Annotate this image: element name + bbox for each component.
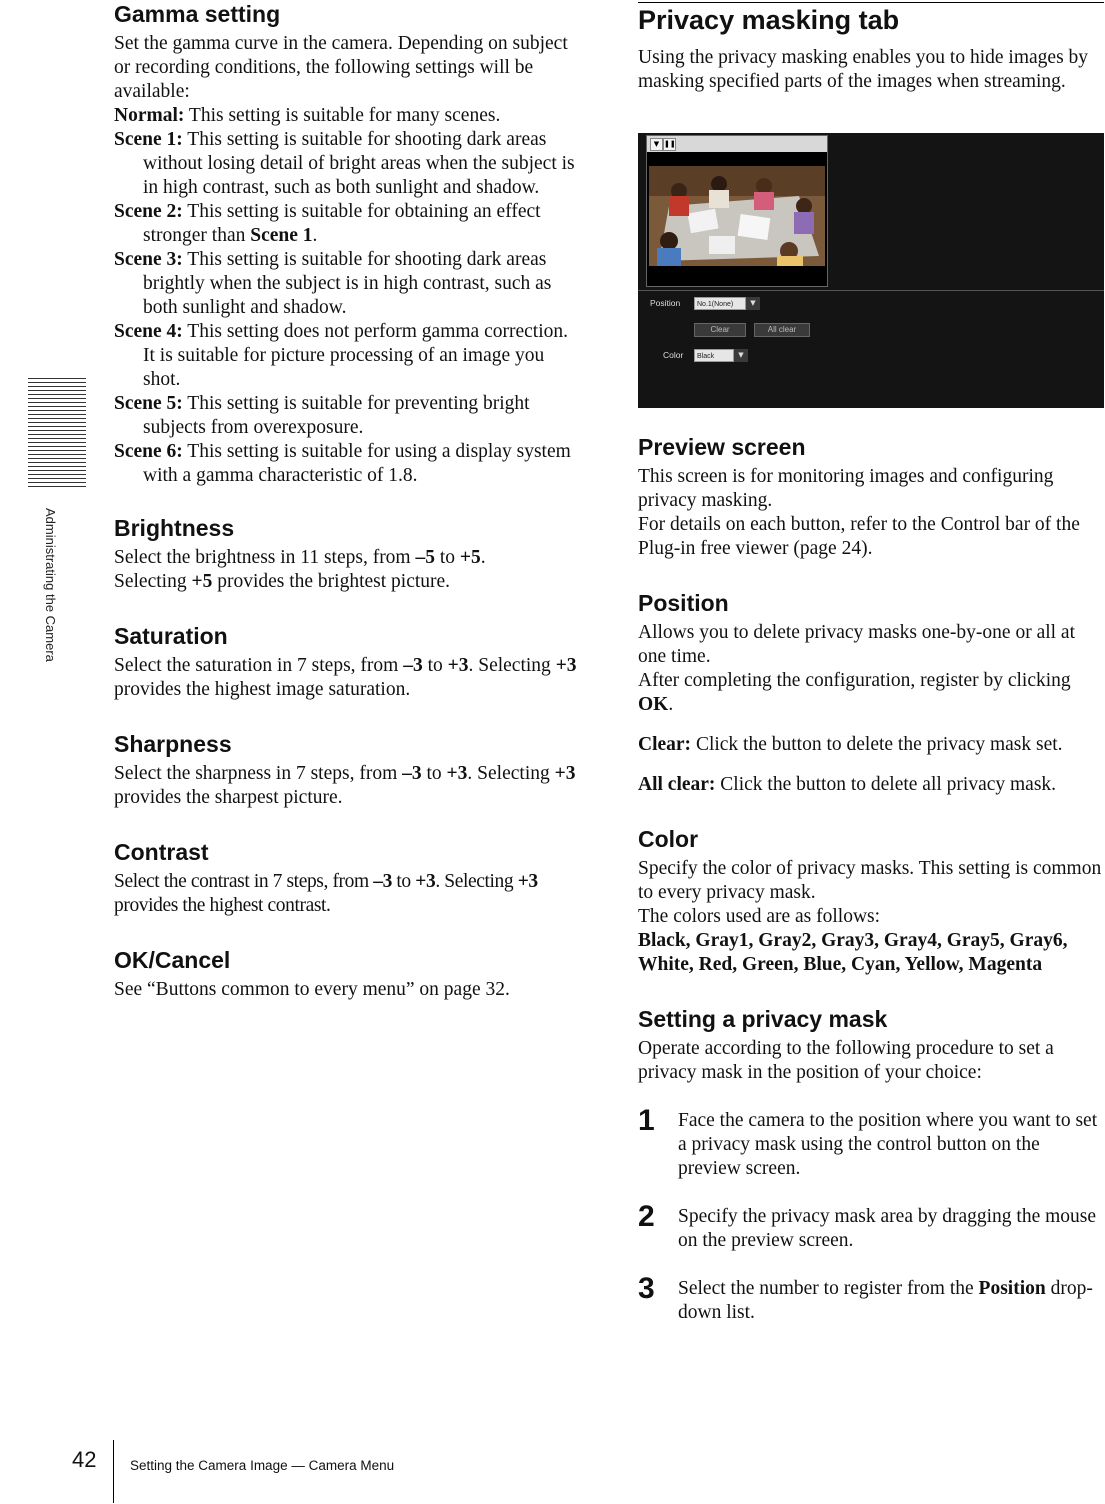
side-tab-marker	[28, 378, 86, 490]
color-select[interactable]: Black	[694, 349, 734, 362]
step-1	[638, 1104, 1104, 1181]
okcancel-section	[114, 946, 584, 1002]
okcancel-heading: OK/Cancel	[114, 947, 231, 973]
preview-text-1: This screen is for monitoring images and configuring privacy masking.	[638, 466, 1054, 511]
position-label: Position	[650, 298, 681, 308]
setting-heading: Setting a privacy mask	[638, 1006, 888, 1032]
position-text-2: After completing the configuration, register by clicking OK.	[638, 670, 1071, 715]
step-text: Face the camera to the position where you want to set a privacy mask using the control button on the preview screen.	[678, 1110, 1098, 1179]
color-text-1: Specify the color of privacy masks. This setting is common to every privacy mask.	[638, 858, 1102, 903]
step-number: 1	[638, 1104, 655, 1137]
menu-toggle-icon[interactable]: ▼	[650, 138, 663, 151]
pause-icon[interactable]: ❚❚	[663, 138, 676, 151]
step-number: 3	[638, 1272, 655, 1305]
preview-viewer	[646, 135, 828, 287]
color-list: Black, Gray1, Gray2, Gray3, Gray4, Gray5, Gray6, White, Red, Green, Blue, Cyan, Yellow, Magenta	[638, 930, 1068, 975]
footer-section-title: Setting the Camera Image — Camera Menu	[130, 1458, 395, 1473]
page-number: 42	[72, 1447, 97, 1472]
chevron-down-icon[interactable]: ▼	[746, 297, 760, 310]
side-tab-label: Administrating the Camera	[43, 508, 58, 662]
sharpness-heading: Sharpness	[114, 731, 232, 757]
setting-section	[638, 1005, 1104, 1325]
saturation-section	[114, 622, 584, 702]
gamma-item: Scene 1: This setting is suitable for shooting dark areas without losing detail of bright areas when the subject is in high contrast, such as both sunlight and shadow.	[114, 129, 575, 198]
allclear-description: All clear: Click the button to delete all privacy mask.	[638, 774, 1057, 795]
contrast-text: Select the contrast in 7 steps, from –3 to +3. Selecting +3 provides the highest contrast.	[114, 871, 538, 916]
saturation-text: Select the saturation in 7 steps, from –3 to +3. Selecting +3 provides the highest image saturation.	[114, 655, 577, 700]
step-text: Specify the privacy mask area by dragging the mouse on the preview screen.	[678, 1206, 1097, 1251]
privacy-title-section	[638, 4, 1104, 94]
gamma-item: Normal: This setting is suitable for many scenes.	[114, 105, 501, 126]
gamma-heading: Gamma setting	[114, 1, 281, 27]
page-title: Privacy masking tab	[638, 5, 900, 35]
color-section	[638, 825, 1104, 977]
position-heading: Position	[638, 590, 729, 616]
setting-intro: Operate according to the following procedure to set a privacy mask in the position of your choice:	[638, 1038, 1054, 1083]
chevron-down-icon[interactable]: ▼	[734, 349, 748, 362]
color-label: Color	[663, 350, 684, 360]
sharpness-section	[114, 730, 584, 810]
step-2	[638, 1200, 1104, 1253]
clear-button[interactable]: Clear	[694, 323, 746, 337]
preview-section	[638, 433, 1104, 561]
sharpness-text: Select the sharpness in 7 steps, from –3 to +3. Selecting +3 provides the sharpest picture.	[114, 763, 576, 808]
viewer-control-bar	[647, 136, 827, 152]
contrast-section	[114, 838, 584, 918]
position-section	[638, 589, 1104, 797]
position-text-1: Allows you to delete privacy masks one-by-one or all at one time.	[638, 622, 1076, 667]
preview-text-2: For details on each button, refer to the Control bar of the Plug-in free viewer (page 24).	[638, 514, 1080, 559]
camera-preview-image[interactable]	[649, 166, 825, 266]
clear-description: Clear: Click the button to delete the privacy mask set.	[638, 734, 1063, 755]
gamma-item: Scene 5: This setting is suitable for preventing bright subjects from overexposure.	[114, 393, 530, 438]
brightness-section	[114, 514, 584, 594]
contrast-heading: Contrast	[114, 839, 209, 865]
all-clear-button[interactable]: All clear	[754, 323, 810, 337]
panel-divider	[638, 290, 1104, 291]
saturation-heading: Saturation	[114, 623, 228, 649]
step-number: 2	[638, 1200, 655, 1233]
gamma-item: Scene 4: This setting does not perform gamma correction. It is suitable for picture processing of an image you shot.	[114, 321, 568, 390]
gamma-item: Scene 6: This setting is suitable for using a display system with a gamma characteristic of 1.8.	[114, 441, 571, 486]
step-3	[638, 1272, 1104, 1325]
gamma-list	[114, 104, 584, 488]
gamma-section	[114, 0, 584, 488]
okcancel-text: See “Buttons common to every menu” on page 32.	[114, 979, 510, 1000]
gamma-intro: Set the gamma curve in the camera. Depending on subject or recording conditions, the following settings will be available:	[114, 33, 568, 102]
footer-divider	[113, 1440, 114, 1503]
gamma-item: Scene 2: This setting is suitable for obtaining an effect stronger than Scene 1.	[114, 201, 541, 246]
brightness-text: Select the brightness in 11 steps, from –5 to +5. Selecting +5 provides the brightest picture.	[114, 547, 486, 592]
gamma-item: Scene 3: This setting is suitable for shooting dark areas brightly when the subject is in high contrast, such as both sunlight and shadow.	[114, 249, 552, 318]
privacy-masking-screenshot	[638, 133, 1104, 408]
position-select[interactable]: No.1(None)	[694, 297, 746, 310]
title-rule	[638, 2, 1104, 3]
preview-heading: Preview screen	[638, 434, 806, 460]
privacy-intro: Using the privacy masking enables you to hide images by masking specified parts of the images when streaming.	[638, 47, 1089, 92]
color-heading: Color	[638, 826, 699, 852]
color-text-2: The colors used are as follows:	[638, 906, 881, 927]
brightness-heading: Brightness	[114, 515, 235, 541]
step-text: Select the number to register from the Position drop-down list.	[678, 1278, 1093, 1323]
